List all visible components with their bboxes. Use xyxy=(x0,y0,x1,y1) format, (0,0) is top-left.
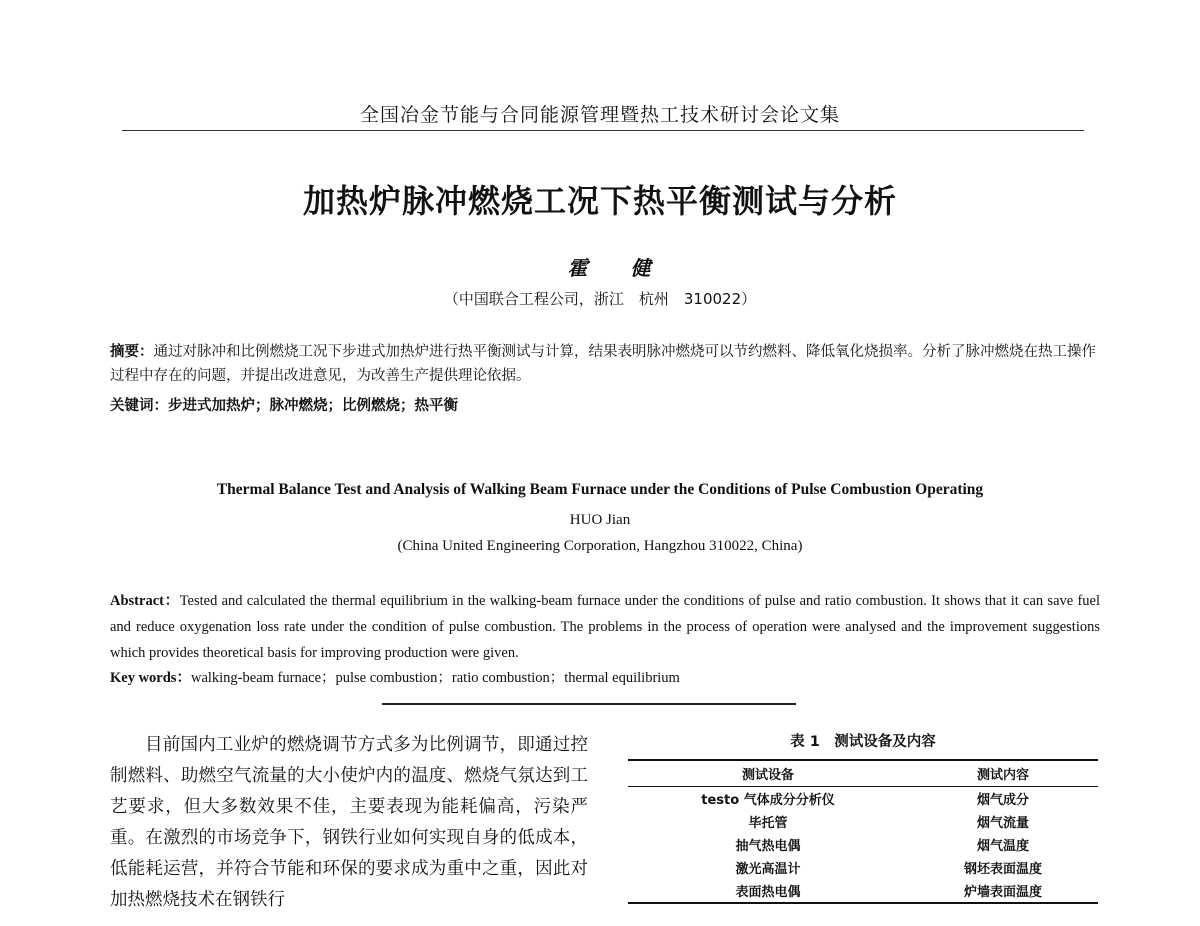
keywords-en xyxy=(110,666,1100,687)
table-row xyxy=(628,856,1098,879)
cell-equipment: 激光高温计 xyxy=(735,862,801,877)
affiliation-cn: （中国联合工程公司，浙江 杭州 310022） xyxy=(443,290,757,308)
author-en: HUO Jian xyxy=(569,512,631,528)
header-rule xyxy=(122,130,1084,131)
abstract-en-label: Abstract： xyxy=(110,593,180,609)
cell-equipment: 抽气热电偶 xyxy=(735,839,801,854)
cell-equipment: testo 气体成分分析仪 xyxy=(701,793,835,808)
keywords-cn-text: 步进式加热炉；脉冲燃烧；比例燃烧；热平衡 xyxy=(168,398,458,414)
abstract-cn-text: 通过对脉冲和比例燃烧工况下步进式加热炉进行热平衡测试与计算，结果表明脉冲燃烧可以节约燃料、降低氧化烧损率。分析了脉冲燃烧在热工操作过程中存在的问题，并提出改进意见，为改善生产提供理论依据。 xyxy=(110,344,1096,384)
table-row xyxy=(628,787,1098,811)
paper-title-cn: 加热炉脉冲燃烧工况下热平衡测试与分析 xyxy=(302,182,897,220)
running-header: 全国冶金节能与合同能源管理暨热工技术研讨会论文集 xyxy=(359,104,840,126)
cell-content: 炉墙表面温度 xyxy=(963,885,1042,900)
abstract-cn-label: 摘要： xyxy=(110,344,154,360)
abstract-cn xyxy=(110,340,1100,388)
keywords-en-text: walking-beam furnace；pulse combustion；ratio combustion；thermal equilibrium xyxy=(190,670,680,686)
table-header-row xyxy=(628,760,1098,787)
cell-content: 烟气成分 xyxy=(976,793,1029,808)
body-paragraph: 目前国内工业炉的燃烧调节方式多为比例调节，即通过控制燃料、助燃空气流量的大小使炉内的温度、燃烧气氛达到工艺要求，但大多数效果不佳，主要表现为能耗偏高，污染严重。在激烈的市场竞争下，钢铁行业如何实现自身的低成本，低能耗运营，并符合节能和环保的要求成为重中之重，因此对加热燃烧技术在钢铁行 xyxy=(110,735,588,910)
paper-title-en: Thermal Balance Test and Analysis of Walking Beam Furnace under the Conditions of Pulse Combustion Operating xyxy=(216,481,984,498)
table-1 xyxy=(628,730,1098,904)
cell-equipment: 表面热电偶 xyxy=(735,885,801,900)
keywords-cn xyxy=(110,394,1100,415)
abstract-en-text: Tested and calculated the thermal equilibrium in the walking-beam furnace under the conditions of pulse and ratio combustion. It shows that it can save fuel and reduce oxygenation loss rate under the condition of pulse combustion. The problems in the process of operation were analysed and the improvement suggestions which provides theoretical basis for improving production were given. xyxy=(110,593,1100,661)
cell-equipment: 毕托管 xyxy=(748,816,788,831)
table-row xyxy=(628,810,1098,833)
cell-content: 钢坯表面温度 xyxy=(963,862,1042,877)
equipment-table xyxy=(628,759,1098,904)
affiliation-en: (China United Engineering Corporation, Hangzhou 310022, China) xyxy=(397,538,803,554)
table-caption: 表 1 测试设备及内容 xyxy=(790,734,936,750)
abstract-en xyxy=(110,588,1100,666)
author-cn: 霍 健 xyxy=(567,256,669,280)
table-row xyxy=(628,879,1098,903)
section-divider xyxy=(382,703,796,705)
keywords-cn-label: 关键词： xyxy=(110,398,168,414)
keywords-en-label: Key words： xyxy=(110,670,191,686)
table-row xyxy=(628,833,1098,856)
header-equipment: 测试设备 xyxy=(741,768,794,783)
cell-content: 烟气流量 xyxy=(976,816,1029,831)
header-content: 测试内容 xyxy=(976,768,1029,783)
cell-content: 烟气温度 xyxy=(976,839,1029,854)
